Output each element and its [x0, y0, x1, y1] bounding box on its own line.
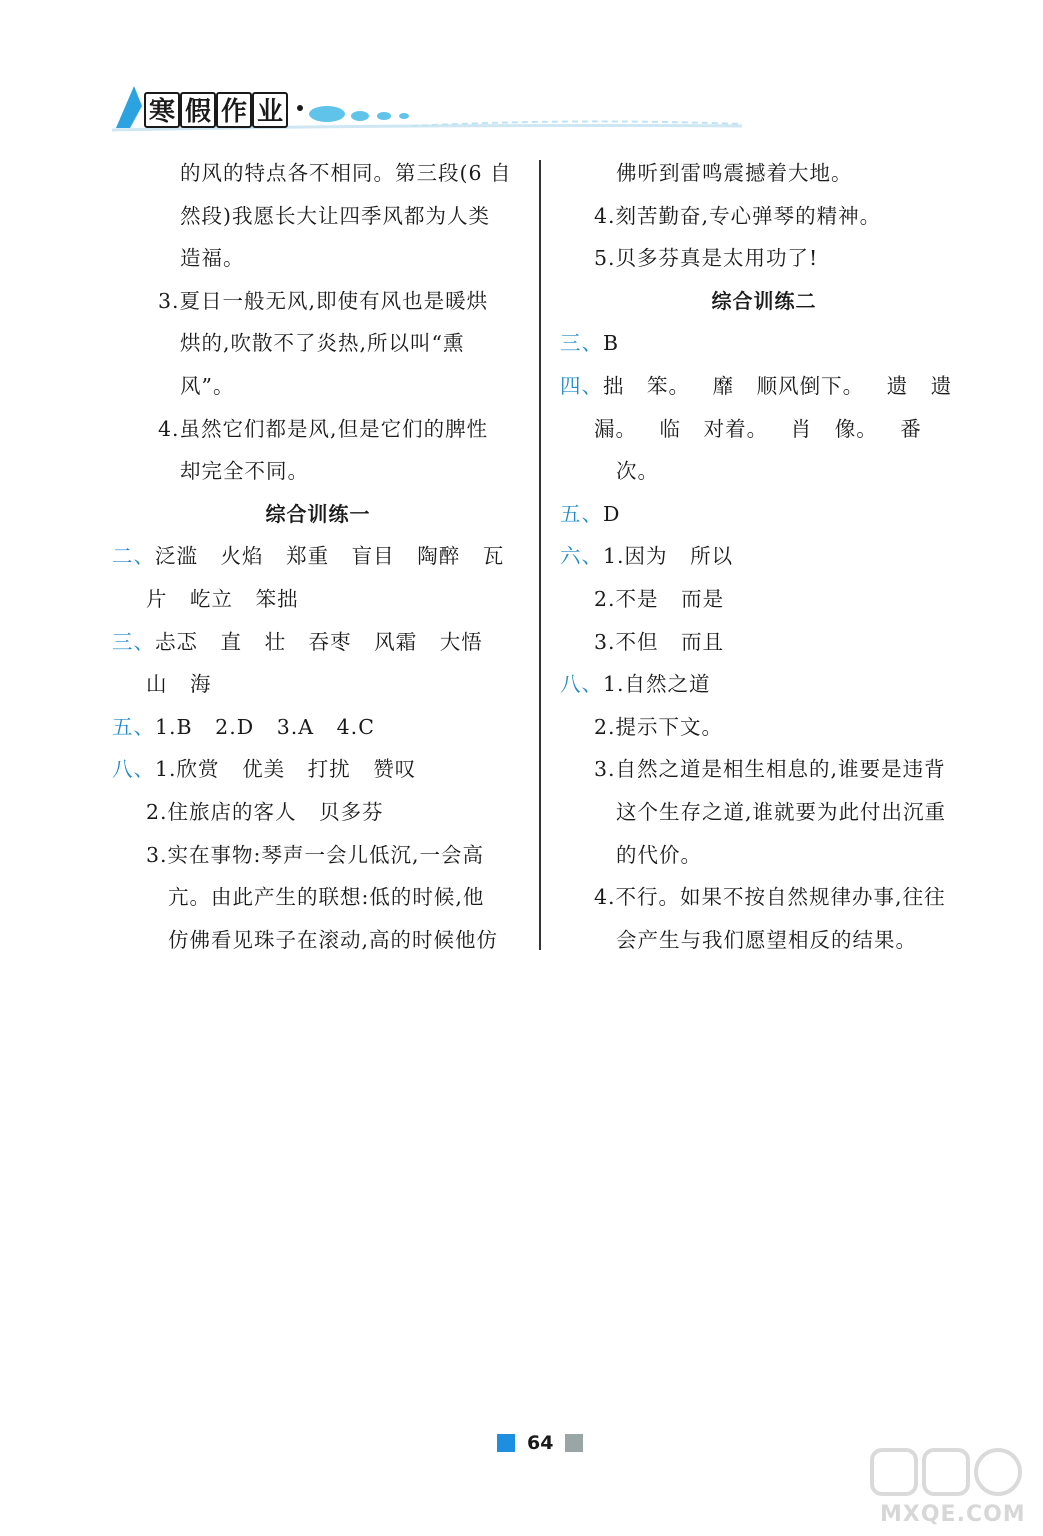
answer-line	[560, 365, 968, 408]
answer-text: 1.欣赏 优美 打扰 赞叹	[155, 757, 417, 782]
section-mark: 四、	[560, 373, 603, 398]
answer-text: 亢。由此产生的联想:低的时候,他	[168, 885, 485, 910]
watermark-logo-icon	[862, 1440, 1032, 1502]
section-title: 综合训练二	[711, 288, 817, 313]
answer-line	[560, 493, 968, 536]
section-title: 综合训练一	[265, 501, 371, 526]
header-title-char: 假	[180, 92, 216, 128]
wave-dot	[309, 106, 345, 122]
answer-line	[560, 919, 968, 962]
text-line: 4.刻苦勤奋,专心弹琴的精神。	[594, 203, 882, 228]
answer-line	[560, 706, 968, 749]
answer-line	[112, 919, 524, 962]
section-mark: 三、	[112, 629, 155, 654]
answer-text: 泛滥 火焰 郑重 盲目 陶醉 瓦	[155, 544, 505, 569]
header-title-char: 作	[216, 92, 252, 128]
text-line: 佛听到雷鸣震撼着大地。	[616, 161, 853, 185]
text-line: 5.贝多芬真是太用功了!	[594, 246, 819, 271]
answer-line	[560, 578, 968, 621]
text-line: 的风的特点各不相同。第三段(6 自	[180, 161, 512, 185]
answer-text: 4.不行。如果不按自然规律办事,往往	[594, 885, 946, 910]
answer-line	[560, 748, 968, 791]
blue-square-icon	[497, 1434, 515, 1452]
text-line: 3.夏日一般无风,即使有风也是暖烘	[158, 288, 489, 313]
answer-line	[560, 834, 968, 877]
section-mark: 六、	[560, 544, 603, 569]
header-title-char: 寒	[144, 92, 180, 128]
text-line: 却完全不同。	[180, 459, 309, 484]
answer-text: 3.不但 而且	[594, 629, 725, 654]
section-mark: 五、	[560, 501, 603, 526]
answer-line	[560, 450, 968, 493]
answer-text: 会产生与我们愿望相反的结果。	[616, 927, 917, 952]
answer-line	[560, 535, 968, 578]
answer-text: 片 屹立 笨拙	[146, 586, 299, 611]
answer-text: 的代价。	[616, 842, 702, 867]
answer-line	[112, 621, 524, 664]
answer-text: 次。	[616, 459, 659, 484]
answer-line	[112, 791, 524, 834]
answer-text: 1.自然之道	[603, 672, 711, 697]
section-mark: 八、	[112, 757, 155, 782]
page-footer	[497, 1432, 583, 1454]
sail-icon	[116, 86, 142, 128]
answer-line	[560, 408, 968, 451]
section-mark: 八、	[560, 672, 603, 697]
right-column	[560, 152, 968, 961]
watermark-text: MXQE.COM	[880, 1502, 1026, 1527]
answer-line	[560, 621, 968, 664]
answer-text: 1.B 2.D 3.A 4.C	[155, 714, 375, 739]
page-number: 64	[527, 1432, 554, 1454]
watermark	[862, 1440, 1032, 1530]
gray-square-icon	[565, 1434, 583, 1452]
answer-text: 3.自然之道是相生相息的,谁要是违背	[594, 757, 946, 782]
header-title-char: 业	[252, 92, 288, 128]
answer-line	[560, 876, 968, 919]
answer-text: 仿佛看见珠子在滚动,高的时候他仿	[168, 927, 499, 952]
answer-text: 2.提示下文。	[594, 714, 724, 739]
wave-dot	[351, 111, 369, 121]
text-line: 风”。	[180, 373, 235, 398]
answer-line	[112, 876, 524, 919]
answer-text: 1.因为 所以	[603, 544, 734, 569]
answer-text: 漏。 临 对着。 肖 像。 番	[594, 416, 922, 441]
answer-text: 2.不是 而是	[594, 586, 725, 611]
answer-line	[112, 578, 524, 621]
answer-line	[112, 535, 524, 578]
text-line: 烘的,吹散不了炎热,所以叫“熏	[180, 331, 465, 356]
header-banner	[112, 78, 752, 138]
answer-line	[112, 748, 524, 791]
answer-text: B	[603, 331, 620, 356]
answer-text: 山 海	[146, 672, 212, 697]
answer-line	[560, 663, 968, 706]
answer-line	[112, 663, 524, 706]
answer-line	[112, 706, 524, 749]
answer-text: 3.实在事物:琴声一会儿低沉,一会高	[146, 842, 484, 867]
text-line: 造福。	[180, 246, 245, 271]
column-divider	[539, 160, 541, 950]
wave-dot	[399, 113, 409, 119]
section-mark: 五、	[112, 714, 155, 739]
text-line: 然段)我愿长大让四季风都为人类	[180, 203, 490, 228]
answer-text: D	[603, 501, 621, 526]
answer-text: 2.住旅店的客人 贝多芬	[146, 799, 384, 824]
answer-text: 忐忑 直 壮 吞枣 风霜 大悟	[155, 629, 483, 654]
answer-text: 拙 笨。 靡 顺风倒下。 遗 遗	[603, 373, 953, 398]
text-line: 4.虽然它们都是风,但是它们的脾性	[158, 416, 489, 441]
section-mark: 三、	[560, 331, 603, 356]
left-column	[112, 152, 524, 961]
answer-line	[560, 322, 968, 365]
answer-text: 这个生存之道,谁就要为此付出沉重	[616, 799, 947, 824]
answer-line	[560, 791, 968, 834]
answer-line	[112, 834, 524, 877]
section-mark: 二、	[112, 544, 155, 569]
wave-dot	[377, 112, 391, 120]
